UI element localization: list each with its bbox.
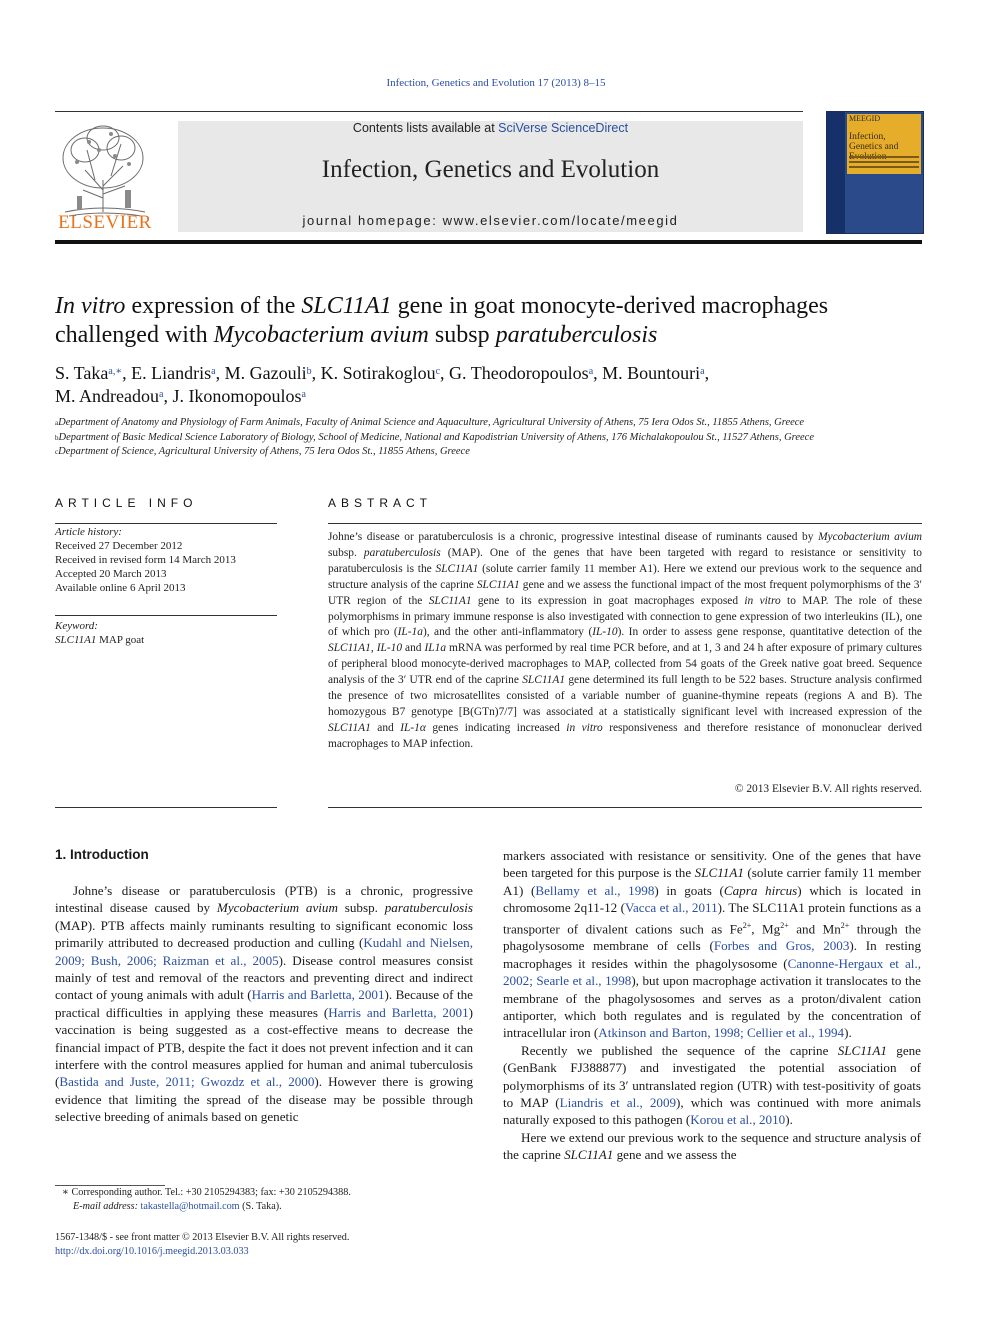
page-footer [55,1231,475,1259]
citation-link[interactable]: Vacca et al., 2011 [624,900,718,916]
intro-right-column [503,847,921,1164]
header-thick-rule [55,240,922,244]
citation-link[interactable]: Atkinson and Barton, 1998; Cellier et al., 1994 [598,1025,845,1041]
author-list: S. Taka$^{a,∗}$, E. Liandris$^a$, M. Gazouli$^b$, K. Sotirakoglou$^c$, G. Theodoropoulos$^a$, M. Bountouri$^a$, M. Andreadou$^a$, J. Ikonomopoulos$^a$ [55,363,710,406]
cover-spine [827,112,845,233]
info-rule [55,523,277,524]
sciencedirect-link[interactable]: SciVerse ScienceDirect [498,121,629,135]
title-part: gene in goat monocyte-derived macrophages challenged with [55,293,829,348]
email-link[interactable]: takastella@hotmail.com [140,1201,240,1213]
keyword: SLC11A1 [55,634,97,646]
citation-link[interactable]: Liandris et al., 2009 [559,1095,677,1111]
section-heading-introduction: 1. Introduction [55,847,149,862]
accepted-date: Accepted 20 March 2013 [55,568,167,580]
title-part: paratuberculosis [495,322,658,348]
citation-link[interactable]: Forbes and Gros, 2003 [713,938,850,954]
citation-link[interactable]: Kudahl and Nielsen, 2009; Bush, 2006; Raizman et al., 2005 [55,935,474,968]
author[interactable]: E. Liandris$^a$ [131,363,216,383]
affiliation: $^c$Department of Science, Agricultural University of Athens, 75 Iera Odos St., 11855 Athens, Greece [55,446,470,458]
cover-text-lines [849,156,919,171]
homepage-url[interactable]: www.elsevier.com/locate/meegid [442,213,679,228]
email-suffix: (S. Taka). [239,1201,282,1213]
homepage-prefix: journal homepage: [302,213,443,228]
article-info-heading: ARTICLE INFO [55,496,198,510]
elsevier-wordmark: ELSEVIER [58,212,152,233]
title-part: expression of the [125,293,302,319]
journal-title: Infection, Genetics and Evolution [321,156,660,183]
journal-cover-image [826,111,924,234]
article-title [55,292,935,350]
keyword-label: Keyword: [55,620,98,632]
journal-homepage [178,213,803,228]
contents-prefix: Contents lists available at [352,121,499,135]
abstract-rule [328,807,922,808]
abstract-text: Johne’s disease or paratuberculosis is a chronic, progressive intestinal disease of ruminants caused by Mycobacterium avium subsp. paratuberculosis (MAP). One of the genes that have been targeted with regard to resistance or sensitivity to paratuberculosis is the SLC11A1 (solute carrier family 11 member A1). Here we extend our previous work to the sequence and structure analysis of the caprine SLC11A1 gene and we assess the functional impact of the most frequent polymorphisms of the 3′ UTR region of the SLC11A1 gene to its expression in goat macrophages exposed in vitro to MAP. The role of these polymorphisms in primary immune response is also investigated with connection to gene expression of two interleukins (IL), one of which pro (IL-1a), and the other anti-inflammatory (IL-10). In order to assess gene response, quantitative detection of the SLC11A1, IL-10 and IL1a mRNA was performed by real time PCR before, and at 1, 3 and 24 h after exposure of primary cultures of peripheral blood monocyte-derived macrophages to MAP, collected from 54 goats of the Greek native goat breed. Sequence analysis of the 3′ UTR end of the caprine SLC11A1 gene determined its full length to be 522 bases. Structure analysis confirmed the presence of two microsatellites consisted of a variable number of guanine-thymine repeats (regions A and B). The homozygous B7 genotype [B(GTn)7/7] was associated at a statistically significant level with increased expression of the SLC11A1 and IL-1α genes indicating increased in vitro responsiveness and therefore resistance of mononuclear derived macrophages to MAP infection. [328,531,923,750]
online-date: Available online 6 April 2013 [55,582,186,594]
info-rule [55,807,277,808]
cover-abbrev: MEEGID [849,114,881,123]
header-rule [55,111,803,112]
citation-link[interactable]: Korou et al., 2010 [690,1112,786,1128]
cover-title: Infection, Genetics and [849,132,899,152]
intro-left-column [55,882,473,1126]
received-date: Received 27 December 2012 [55,540,183,552]
citation-link[interactable]: Harris and Barletta, 2001 [328,1004,469,1020]
citation-link[interactable]: Bellamy et al., 1998 [535,882,655,898]
doi-link[interactable]: http://dx.doi.org/10.1016/j.meegid.2013.03.033 [55,1246,249,1257]
abstract-heading: ABSTRACT [328,496,433,510]
author[interactable]: M. Gazouli$^b$ [224,363,312,383]
email-label: E-mail address: [73,1201,141,1213]
abstract-rule [328,523,922,524]
author[interactable]: M. Andreadou$^a$ [55,386,164,406]
author[interactable]: J. Ikonomopoulos$^a$ [172,386,306,406]
author[interactable]: S. Taka$^{a,∗}$ [55,363,123,383]
keywords [55,619,277,647]
elsevier-logo [55,120,155,235]
corresponding-author-note: ∗ Corresponding author. Tel.: +30 2105294383; fax: +30 2105294388. [62,1187,351,1198]
author[interactable]: M. Bountouri$^a$ [602,363,705,383]
history-label: Article history: [55,526,122,538]
journal-citation[interactable]: Infection, Genetics and Evolution 17 (2013) 8–15 [386,77,606,89]
paragraph: Johne’s disease or paratuberculosis (PTB) is a chronic, progressive intestinal disease caused by Mycobacterium avium subsp. paratuberculosis (MAP). PTB affects mainly ruminants resulting to significant economic loss primarily attributed to decreased production and culling (Kudahl and Nielsen, 2009; Bush, 2006; Raizman et al., 2005). Disease control measures consist mainly of test and removal of the reactors and preventing direct and indirect contact of young animals with adult (Harris and Barletta, 2001). Because of the practical difficulties in applying these measures (Harris and Barletta, 2001) vaccination is being suggested as a cost-effective means to decrease the financial impact of PTB, despite the fact it does not prevent infection and it can interfere with the control measures applied for human and animal tuberculosis (Bastida and Juste, 2011; Gwozdz et al., 2000). However there is growing evidence that limiting the spread of the disease may be possible through selective breeding of animals based on genetic [55,883,474,1125]
citation-link[interactable]: Canonne-Hergaux et al., 2002; Searle et al., 1998 [503,955,921,989]
citation-link[interactable]: Harris and Barletta, 2001 [251,987,385,1003]
title-part: Mycobacterium avium [213,322,429,348]
info-rule [55,615,277,616]
paragraph: markers associated with resistance or sensitivity. One of the genes that have been targeted for this purpose is the SLC11A1 (solute carrier family 11 member A1) (Bellamy et al., 1998) in goats (Capra hircus) which is located in chromosome 2q11-12 (Vacca et al., 2011). The SLC11A1 protein functions as a transporter of divalent cations such as $Fe^{2+}$, $Mg^{2+}$ and $Mn^{2+}$ through the phagolysosome membrane of cells (Forbes and Gros, 2003). In resting macrophages it resides within the phagolysosome (Canonne-Hergaux et al., 2002; Searle et al., 1998), but upon macrophage activation it translocates to the membrane of the phagolysosomes and serves as a proton/divalent cation antiporter, which both regulates and is regulated by the concentration of intracellular iron (Atkinson and Barton, 1998; Cellier et al., 1994). [503,848,922,1041]
affiliation: $^b$Department of Basic Medical Science Laboratory of Biology, School of Medicine, National and Kapodistrian University of Athens, 176 Michalakopoulou St., 11527 Athens, Greece [55,431,814,443]
contents-line [178,121,803,135]
revised-date: Received in revised form 14 March 2013 [55,554,236,566]
issn-line: 1567-1348/$ - see front matter © 2013 Elsevier B.V. All rights reserved. [55,1232,350,1243]
title-part: SLC11A1 [301,293,392,319]
citation-link[interactable]: Bastida and Juste, 2011; Gwozdz et al., 2000 [59,1074,315,1090]
article-history [55,525,277,595]
footnotes [62,1186,472,1214]
affiliation: $^a$Department of Anatomy and Physiology of Farm Animals, Faculty of Animal Science and Aquaculture, Agricultural University of Athens, 75 Iera Odos St., 11855 Athens, Greece [55,417,805,428]
affiliations [55,416,935,460]
title-part: In vitro [55,293,126,319]
author[interactable]: K. Sotirakoglou$^c$ [320,363,441,383]
paragraph: Recently we published the sequence of the caprine SLC11A1 gene (GenBank FJ388877) and investigated the potential association of polymorphisms of its 3′ untranslated region (UTR) with test-positivity of goats to MAP (Liandris et al., 2009), which was continued with more animals naturally exposed to this pathogen (Korou et al., 2010). [503,1042,921,1128]
author[interactable]: G. Theodoropoulos$^a$ [449,363,594,383]
paragraph: Here we extend our previous work to the sequence and structure analysis of the caprine SLC11A1 gene and we assess the [503,1129,921,1163]
keyword: MAP goat [96,634,145,646]
title-part: subsp [428,322,496,348]
abstract-copyright: © 2013 Elsevier B.V. All rights reserved. [734,783,922,795]
